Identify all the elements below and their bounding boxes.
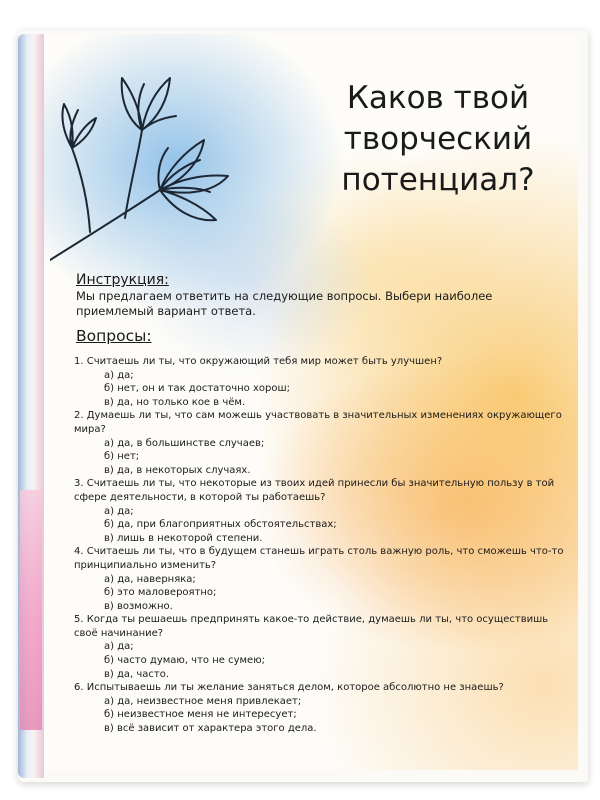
question-5 xyxy=(74,613,564,681)
question-text: 1. Считаешь ли ты, что окружающий тебя мир может быть улучшен? xyxy=(74,356,443,367)
answer-option: а) да, в большинстве случаев; xyxy=(104,437,265,449)
question-text: 2. Думаешь ли ты, что сам можешь участвовать в значительных изменениях окружающего мира? xyxy=(74,410,562,435)
answer-option: а) да; xyxy=(104,369,134,381)
answer-option: в) да, часто. xyxy=(104,668,170,680)
answer-option: в) да, но только кое в чём. xyxy=(104,396,246,408)
question-1 xyxy=(74,355,564,409)
answer-option: а) да; xyxy=(104,641,134,653)
flower-illustration-icon xyxy=(50,70,260,270)
answer-option: в) возможно. xyxy=(104,600,173,612)
answer-option: а) да; xyxy=(104,505,134,517)
answer-option: а) да, наверняка; xyxy=(104,573,196,585)
answer-option: в) всё зависит от характера этого дела. xyxy=(104,723,317,735)
question-text: 6. Испытываешь ли ты желание заняться делом, которое абсолютно не знаешь? xyxy=(74,682,504,694)
instruction-text: Мы предлагаем ответить на следующие вопросы. Выбери наиболее приемлемый вариант ответа. xyxy=(76,289,493,318)
question-text: 3. Считаешь ли ты, что некоторые из твоих идей принесли бы значительную пользу в той сфере деятельности, в которой ты работаешь? xyxy=(74,478,555,503)
instruction-heading: Инструкция: xyxy=(76,272,169,288)
answer-option: б) это маловероятно; xyxy=(104,587,217,599)
question-text: 4. Считаешь ли ты, что в будущем станешь играть столь важную роль, что сможешь что-то принципиально изменить? xyxy=(74,546,564,571)
question-6 xyxy=(74,681,564,735)
answer-option: б) нет, он и так достаточно хорош; xyxy=(104,383,290,395)
questions-heading: Вопросы: xyxy=(76,327,152,345)
question-text: 5. Когда ты решаешь предпринять какое-то действие, думаешь ли ты, что осуществишь своё начинание? xyxy=(74,614,549,639)
question-3 xyxy=(74,477,564,545)
answer-option: а) да, неизвестное меня привлекает; xyxy=(104,695,302,707)
page-title xyxy=(308,78,568,201)
answer-option: б) да, при благоприятных обстоятельствах; xyxy=(104,519,337,531)
answer-option: б) нет; xyxy=(104,451,140,463)
pink-watercolor-edge xyxy=(20,490,42,730)
answer-option: в) да, в некоторых случаях. xyxy=(104,464,251,476)
title-line-1: Каков твой xyxy=(346,80,530,116)
answer-option: б) неизвестное меня не интересует; xyxy=(104,709,297,721)
questions-list xyxy=(74,355,564,736)
title-line-3: потенциал? xyxy=(341,162,535,198)
question-4 xyxy=(74,545,564,613)
title-line-2: творческий xyxy=(343,121,533,157)
question-2 xyxy=(74,409,564,477)
answer-option: в) лишь в некоторой степени. xyxy=(104,532,263,544)
answer-option: б) часто думаю, что не сумею; xyxy=(104,655,265,667)
